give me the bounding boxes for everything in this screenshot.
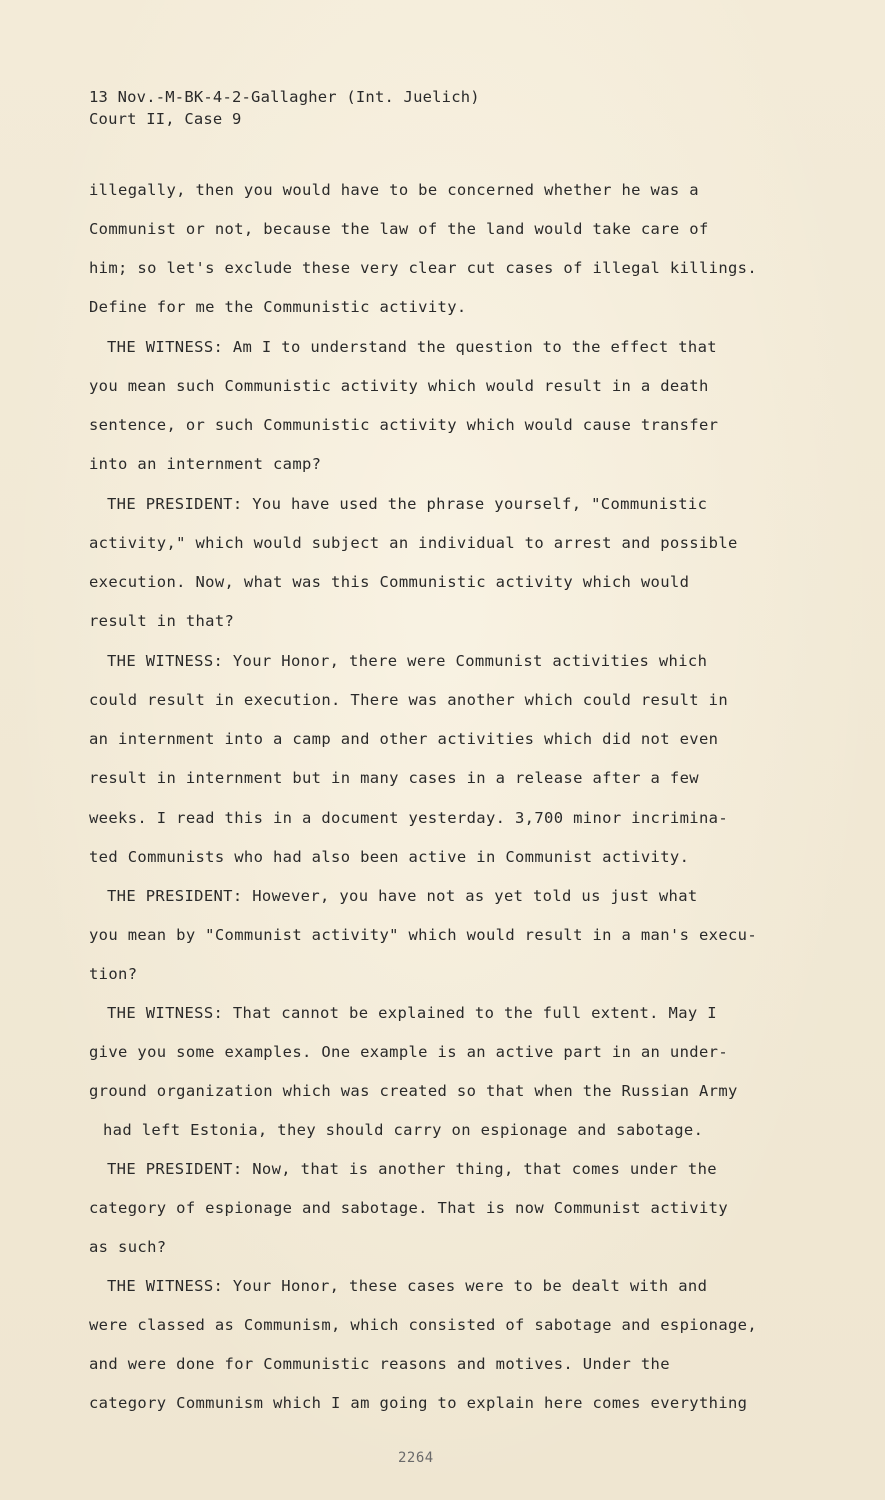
transcript-line: weeks. I read this in a document yesterday. 3,700 minor incrimina- (89, 809, 728, 827)
transcript-line: category Communism which I am going to explain here comes everything (89, 1394, 748, 1412)
page-number: 2264 (398, 1450, 434, 1466)
transcript-line: could result in execution. There was another which could result in (89, 691, 728, 709)
transcript-line: execution. Now, what was this Communistic activity which would (89, 573, 690, 591)
transcript-line: illegally, then you would have to be concerned whether he was a (89, 181, 699, 199)
transcript-line: him; so let's exclude these very clear cut cases of illegal killings. (89, 259, 758, 277)
transcript-line: were classed as Communism, which consisted of sabotage and espionage, (89, 1316, 758, 1334)
transcript-line: THE PRESIDENT: Now, that is another thing, that comes under the (107, 1160, 717, 1178)
transcript-line: sentence, or such Communistic activity which would cause transfer (89, 416, 719, 434)
transcript-line: as such? (89, 1238, 167, 1256)
transcript-line: THE PRESIDENT: You have used the phrase yourself, "Communistic (107, 495, 708, 513)
transcript-line: THE WITNESS: That cannot be explained to the full extent. May I (107, 1004, 717, 1022)
transcript-line: THE WITNESS: Am I to understand the question to the effect that (107, 338, 717, 356)
transcript-line: Communist or not, because the law of the land would take care of (89, 220, 709, 238)
transcript-line: had left Estonia, they should carry on espionage and sabotage. (103, 1121, 704, 1139)
transcript-line: result in that? (89, 612, 235, 630)
transcript-line: give you some examples. One example is an active part in an under- (89, 1043, 728, 1061)
transcript-line: category of espionage and sabotage. That is now Communist activity (89, 1199, 728, 1217)
transcript-line: you mean such Communistic activity which would result in a death (89, 377, 709, 395)
header-reference: 13 Nov.-M-BK-4-2-Gallagher (Int. Juelich) (89, 88, 480, 106)
transcript-line: into an internment camp? (89, 455, 322, 473)
transcript-line: ted Communists who had also been active in Communist activity. (89, 848, 690, 866)
document-header (89, 86, 480, 130)
transcript-line: THE PRESIDENT: However, you have not as yet told us just what (107, 887, 698, 905)
transcript-line: THE WITNESS: Your Honor, these cases were to be dealt with and (107, 1277, 708, 1295)
transcript-line: and were done for Communistic reasons and motives. Under the (89, 1355, 670, 1373)
transcript-line: ground organization which was created so that when the Russian Army (89, 1082, 738, 1100)
transcript-line: tion? (89, 965, 138, 983)
header-court-case: Court II, Case 9 (89, 110, 242, 128)
transcript-line: THE WITNESS: Your Honor, there were Communist activities which (107, 652, 708, 670)
transcript-line: Define for me the Communistic activity. (89, 298, 467, 316)
transcript-line: result in internment but in many cases in a release after a few (89, 769, 699, 787)
transcript-line: activity," which would subject an individual to arrest and possible (89, 534, 738, 552)
transcript-line: an internment into a camp and other activities which did not even (89, 730, 719, 748)
transcript-line: you mean by "Communist activity" which would result in a man's execu- (89, 926, 758, 944)
